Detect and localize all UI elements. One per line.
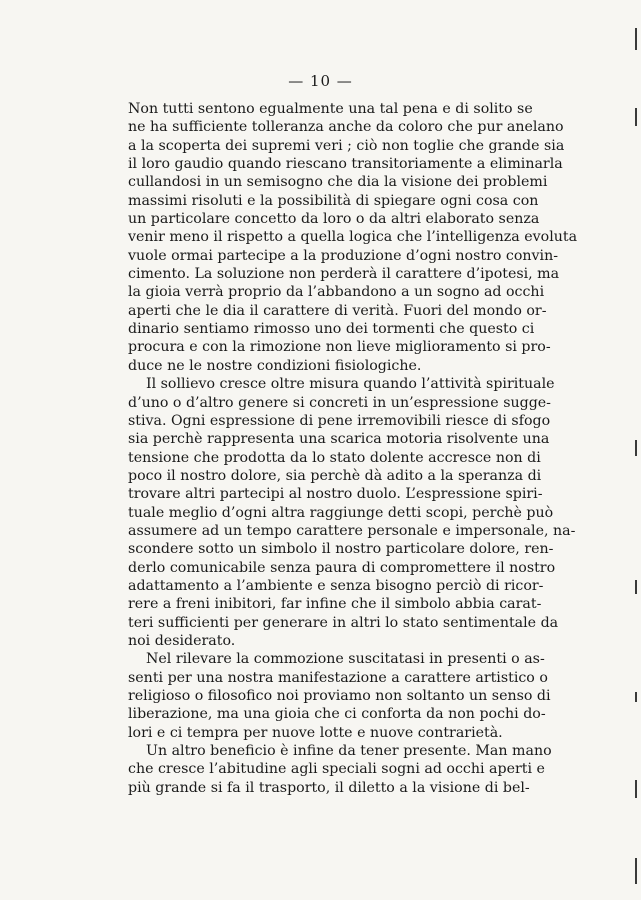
text-line: scondere sotto un simbolo il nostro particolare dolore, ren-	[128, 541, 554, 558]
text-line: che cresce l’abitudine agli speciali sogni ad occhi aperti e	[128, 761, 545, 778]
paragraph	[128, 742, 552, 797]
text-line: Il sollievo cresce oltre misura quando l’attività spirituale	[146, 376, 555, 393]
edge-mark	[635, 692, 637, 702]
text-line: liberazione, ma una gioia che ci conforta da non pochi do-	[128, 706, 546, 723]
text-line: venir meno il rispetto a quella logica che l’intelligenza evoluta	[128, 229, 578, 246]
text-line: senti per una nostra manifestazione a carattere artistico o	[128, 669, 548, 686]
page-edge-artifacts	[627, 0, 641, 900]
text-line: trovare altri partecipi al nostro duolo. L’espressione spiri-	[128, 486, 543, 503]
text-line: Nel rilevare la commozione suscitatasi in presenti o as-	[146, 651, 545, 668]
text-line: a la scoperta dei supremi veri ; ciò non toglie che grande sia	[128, 137, 565, 154]
text-line: adattamento a l’ambiente e senza bisogno perciò di ricor-	[128, 577, 544, 594]
text-line: massimi risoluti e la possibilità di spiegare ogni cosa con	[128, 192, 539, 209]
text-line: poco il nostro dolore, sia perchè dà adito a la speranza di	[128, 467, 542, 484]
edge-mark	[635, 28, 637, 50]
text-line: vuole ormai partecipe a la produzione d’ogni nostro convin-	[128, 247, 559, 264]
text-line: derlo comunicabile senza paura di compromettere il nostro	[128, 559, 556, 576]
edge-mark	[635, 780, 637, 798]
paragraph	[128, 650, 551, 742]
paragraph	[128, 375, 576, 650]
text-line: Un altro beneficio è infine da tener presente. Man mano	[146, 743, 552, 760]
text-line: la gioia verrà proprio da l’abbandono a un sogno ad occhi	[128, 284, 545, 301]
text-line: aperti che le dia il carattere di verità. Fuori del mondo or-	[128, 302, 547, 319]
text-line: il loro gaudio quando riescano transitoriamente a eliminarla	[128, 156, 563, 173]
text-line: rere a freni inibitori, far infine che il simbolo abbia carat-	[128, 596, 542, 613]
text-line: cimento. La soluzione non perderà il carattere d’ipotesi, ma	[128, 266, 560, 283]
edge-mark	[635, 108, 637, 126]
text-line: assumere ad un tempo carattere personale e impersonale, na-	[128, 522, 576, 539]
text-line: Non tutti sentono egualmente una tal pena e di solito se	[128, 101, 533, 117]
body-text	[128, 100, 578, 797]
edge-mark	[635, 580, 637, 594]
text-line: teri sufficienti per generare in altri lo stato sentimentale da	[128, 614, 559, 631]
text-line: d’uno o d’altro genere si concreti in un’espressione sugge-	[128, 394, 551, 411]
text-line: religioso o filosofico noi proviamo non soltanto un senso di	[128, 688, 551, 704]
text-line: dinario sentiamo rimosso uno dei tormenti che questo ci	[128, 321, 535, 338]
text-line: cullandosi in un semisogno che dia la visione dei problemi	[128, 174, 548, 191]
paragraph	[128, 100, 578, 375]
text-line: ne ha sufficiente tolleranza anche da coloro che pur anelano	[128, 119, 564, 136]
text-line: lori e ci tempra per nuove lotte e nuove contrarietà.	[128, 724, 503, 741]
text-line: stiva. Ogni espressione di pene irremovibili riesce di sfogo	[128, 412, 551, 429]
text-line: duce ne le nostre condizioni fisiologiche.	[128, 357, 422, 374]
text-line: un particolare concetto da loro o da altri elaborato senza	[128, 211, 540, 228]
text-line: sia perchè rappresenta una scarica motoria risolvente una	[128, 431, 550, 448]
page-number: — 10 —	[288, 72, 353, 90]
text-line: noi desiderato.	[128, 632, 236, 649]
text-line: tuale meglio d’ogni altra raggiunge detti scopi, perchè può	[128, 504, 554, 521]
text-line: più grande si fa il trasporto, il diletto a la visione di bel-	[128, 779, 530, 796]
edge-mark	[635, 440, 637, 456]
text-line: procura e con la rimozione non lieve miglioramento si pro-	[128, 339, 551, 356]
edge-mark	[635, 858, 637, 884]
text-line: tensione che prodotta da lo stato dolente accresce non di	[128, 449, 541, 466]
